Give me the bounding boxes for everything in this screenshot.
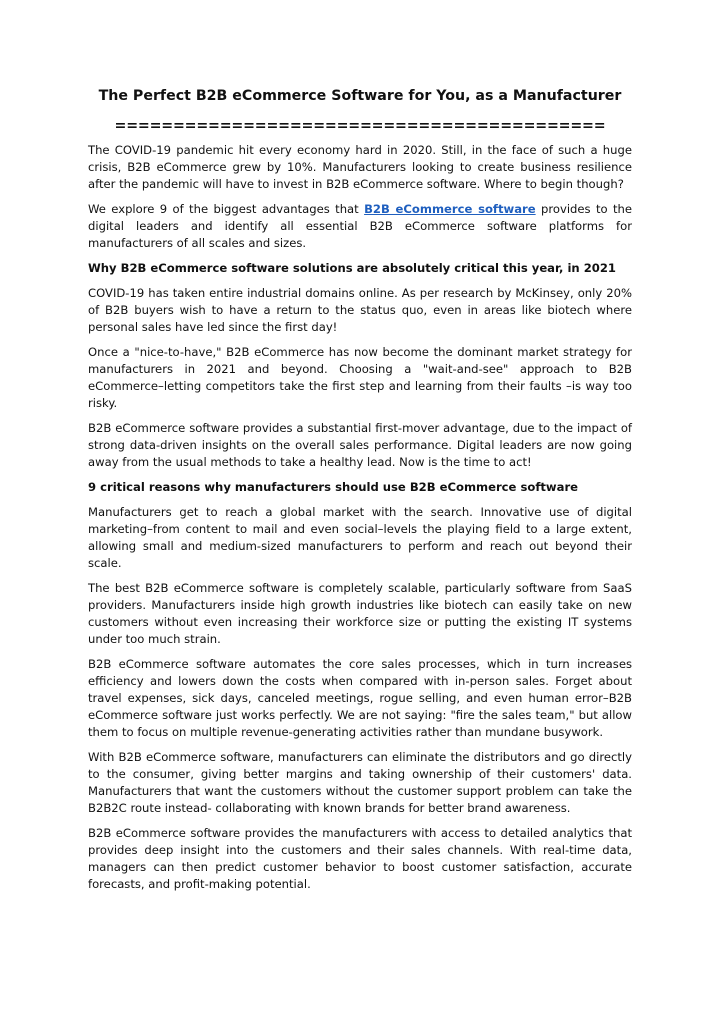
advantages-text-after: provides to the digital leaders and identify all essential B2B eCommerce software platforms for manufacturers of all scales and sizes.: [88, 202, 632, 250]
nice-to-have-paragraph: Once a "nice-to-have," B2B eCommerce has now become the dominant market strategy for manufacturers in 2021 and beyond. Choosing a "wait-and-see" approach to B2B eCommerce–letting competitors take the first step and learning from their faults –is way too risky.: [88, 345, 632, 410]
title-underline-rule: ==========================================: [114, 118, 606, 134]
global-market-paragraph: Manufacturers get to reach a global market with the search. Innovative use of digital marketing–from content to mail and even social–levels the playing field to a large extent, allowing small and medium-sized manufacturers to perform and reach out beyond their scale.: [88, 505, 632, 570]
scalable-paragraph: The best B2B eCommerce software is completely scalable, particularly software from SaaS providers. Manufacturers inside high growth industries like biotech can easily take on new customers without even increasing their workforce size or putting the existing IT systems under too much strain.: [88, 581, 632, 646]
direct-to-consumer-paragraph: With B2B eCommerce software, manufacturers can eliminate the distributors and go directly to the consumer, giving better margins and taking ownership of their customers' data. Manufacturers that want the customers without the customer support problem can take the B2B2C route instead- collaborating with known brands for better brand awareness.: [88, 750, 632, 815]
b2b-ecommerce-software-link[interactable]: B2B eCommerce software: [364, 202, 536, 216]
advantages-text-before: We explore 9 of the biggest advantages that: [88, 202, 365, 216]
section-heading-why-critical: Why B2B eCommerce software solutions are absolutely critical this year, in 2021: [88, 261, 616, 275]
analytics-paragraph: B2B eCommerce software provides the manufacturers with access to detailed analytics that provides deep insight into the customers and their sales channels. With real-time data, managers can then predict customer behavior to boost customer satisfaction, accurate forecasts, and profit-making potential.: [88, 826, 632, 891]
section-heading-nine-reasons: 9 critical reasons why manufacturers should use B2B eCommerce software: [88, 480, 579, 494]
automation-paragraph: B2B eCommerce software automates the core sales processes, which in turn increases efficiency and lowers down the costs when compared with in-person sales. Forget about travel expenses, sick days, canceled meetings, rogue selling, and even human error–B2B eCommerce software just works perfectly. We are not saying: "fire the sales team," but allow them to focus on multiple revenue-generating activities rather than mundane busywork.: [88, 657, 632, 739]
document-title: The Perfect B2B eCommerce Software for You, as a Manufacturer: [98, 88, 622, 104]
advantages-paragraph: [88, 201, 632, 252]
intro-paragraph: The COVID-19 pandemic hit every economy hard in 2020. Still, in the face of such a huge crisis, B2B eCommerce grew by 10%. Manufacturers looking to create business resilience after the pandemic will have to invest in B2B eCommerce software. Where to begin though?: [88, 143, 632, 191]
first-mover-paragraph: B2B eCommerce software provides a substantial first-mover advantage, due to the impact of strong data-driven insights on the overall sales performance. Digital leaders are now going away from the usual methods to take a healthy lead. Now is the time to act!: [88, 421, 632, 469]
covid-paragraph: COVID-19 has taken entire industrial domains online. As per research by McKinsey, only 20% of B2B buyers wish to have a return to the status quo, even in areas like biotech where personal sales have led since the first day!: [88, 286, 632, 334]
